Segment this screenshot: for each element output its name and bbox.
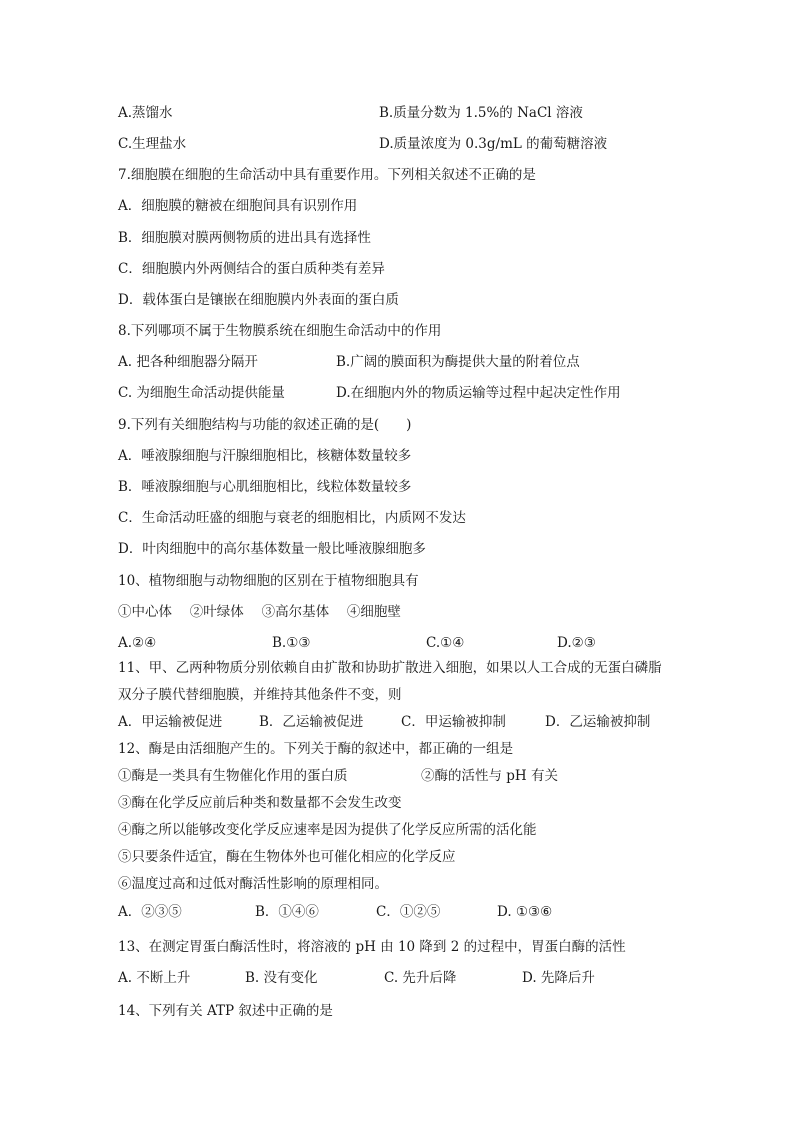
q13-option-a: A. 不断上升: [118, 970, 191, 986]
q11-option-a: A．甲运输被促进: [118, 714, 223, 730]
q6-option-b: B.质量分数为 1.5%的 NaCl 溶液: [379, 105, 583, 121]
q6-option-c: C.生理盐水: [118, 136, 187, 152]
q6-option-a: A.蒸馏水: [118, 105, 173, 121]
q7-option-b: B．细胞膜对膜两侧物质的进出具有选择性: [118, 230, 371, 246]
q11-stem-line2: 双分子膜代替细胞膜，并维持其他条件不变，则: [118, 687, 402, 703]
q12-statement-2: ②酶的活性与 pH 有关: [421, 768, 558, 784]
q12-option-d: D. ①③⑥: [497, 904, 553, 920]
q9-option-b: B．唾液腺细胞与心肌细胞相比，线粒体数量较多: [118, 479, 412, 495]
q12-option-c: C．①②⑤: [376, 904, 441, 920]
q12-option-b: B．①④⑥: [255, 904, 319, 920]
q9-option-d: D．叶肉细胞中的高尔基体数量一般比唾液腺细胞多: [118, 541, 426, 557]
q10-stem: 10、植物细胞与动物细胞的区别在于植物细胞具有: [118, 573, 419, 589]
q12-option-a: A．②③⑤: [118, 904, 182, 920]
q9-option-a: A．唾液腺细胞与汗腺细胞相比，核糖体数量较多: [118, 448, 412, 464]
q12-statement-5: ⑤只要条件适宜，酶在生物体外也可催化相应的化学反应: [118, 849, 456, 865]
q8-option-a: A. 把各种细胞器分隔开: [118, 354, 258, 370]
q10-option-d: D.②③: [557, 635, 596, 651]
q12-stem: 12、酶是由活细胞产生的。下列关于酶的叙述中，都正确的一组是: [118, 741, 514, 757]
q12-statement-3: ③酶在化学反应前后种类和数量都不会发生改变: [118, 795, 402, 811]
q7-option-a: A．细胞膜的糖被在细胞间具有识别作用: [118, 198, 358, 214]
q8-option-b: B.广阔的膜面积为酶提供大量的附着位点: [336, 354, 580, 370]
q12-statement-4: ④酶之所以能够改变化学反应速率是因为提供了化学反应所需的活化能: [118, 822, 537, 838]
q10-option-c: C.①④: [426, 635, 465, 651]
q8-option-d: D.在细胞内外的物质运输等过程中起决定性作用: [336, 385, 621, 401]
q7-stem: 7.细胞膜在细胞的生命活动中具有重要作用。下列相关叙述不正确的是: [118, 167, 536, 183]
q13-option-b: B. 没有变化: [245, 970, 318, 986]
q10-option-a: A.②④: [118, 635, 157, 651]
q10-option-b: B.①③: [272, 635, 311, 651]
q14-stem: 14、下列有关 ATP 叙述中正确的是: [118, 1003, 333, 1019]
q9-option-c: C．生命活动旺盛的细胞与衰老的细胞相比，内质网不发达: [118, 510, 466, 526]
q11-option-c: C．甲运输被抑制: [401, 714, 506, 730]
q7-option-c: C．细胞膜内外两侧结合的蛋白质种类有差异: [118, 261, 385, 277]
q13-option-c: C. 先升后降: [384, 970, 457, 986]
q9-stem: 9.下列有关细胞结构与功能的叙述正确的是( ): [118, 417, 412, 433]
q11-option-b: B．乙运输被促进: [259, 714, 364, 730]
q13-stem: 13、在测定胃蛋白酶活性时，将溶液的 pH 由 10 降到 2 的过程中，胃蛋白酶的活性: [118, 939, 626, 955]
q13-option-d: D. 先降后升: [522, 970, 595, 986]
q11-option-d: D．乙运输被抑制: [545, 714, 651, 730]
q6-option-d: D.质量浓度为 0.3g/mL 的葡萄糖溶液: [379, 136, 608, 152]
q8-option-c: C. 为细胞生命活动提供能量: [118, 385, 285, 401]
q11-stem-line1: 11、甲、乙两种物质分别依赖自由扩散和协助扩散进入细胞，如果以人工合成的无蛋白磷脂: [118, 660, 662, 676]
q8-stem: 8.下列哪项不属于生物膜系统在细胞生命活动中的作用: [118, 323, 442, 339]
q10-items: ①中心体 ②叶绿体 ③高尔基体 ④细胞壁: [118, 604, 401, 620]
q12-statement-6: ⑥温度过高和过低对酶活性影响的原理相同。: [118, 876, 388, 892]
q7-option-d: D．载体蛋白是镶嵌在细胞膜内外表面的蛋白质: [118, 292, 399, 308]
q12-statement-1: ①酶是一类具有生物催化作用的蛋白质: [118, 768, 348, 784]
